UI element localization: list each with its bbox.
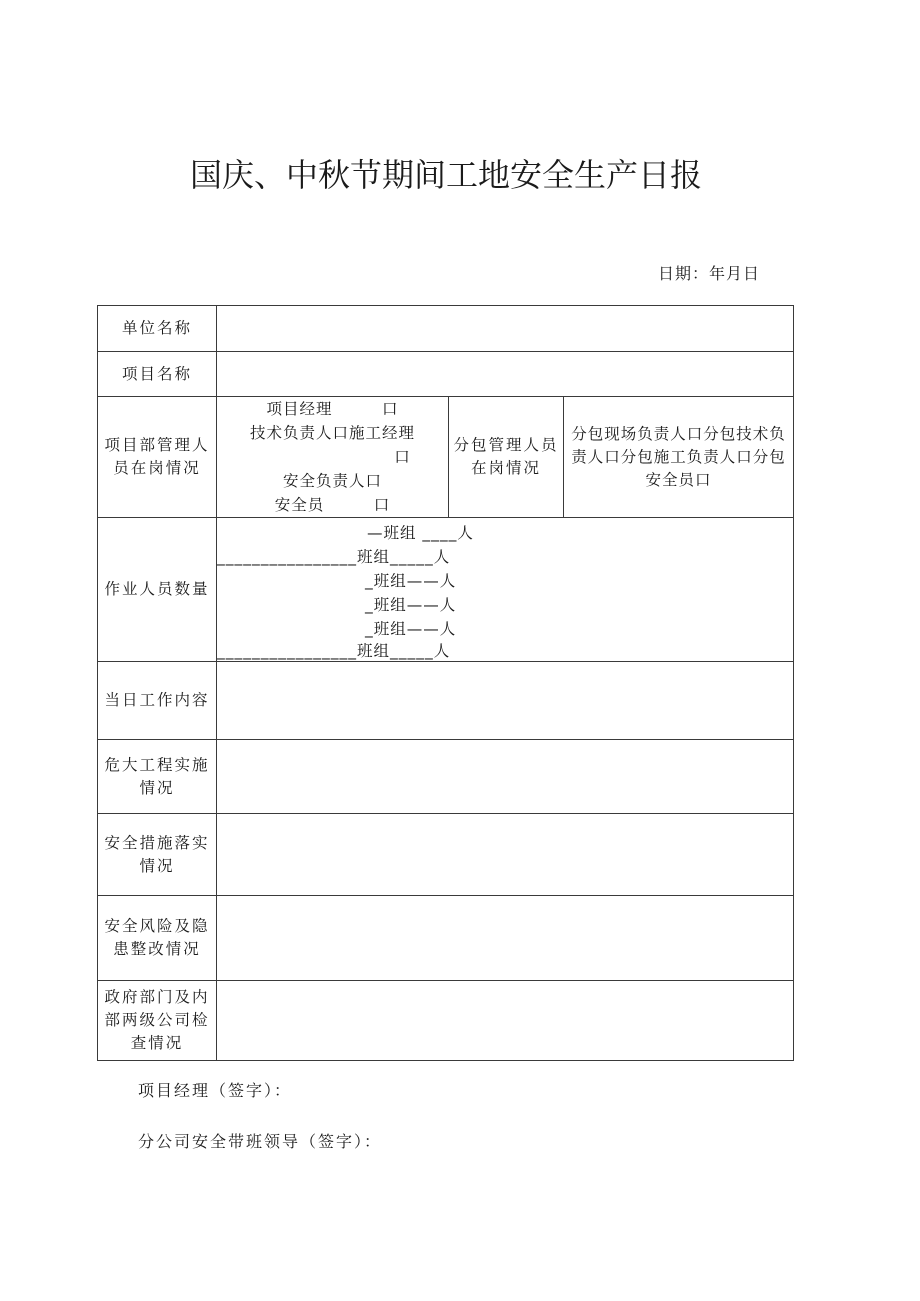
worker-line: _班组——人 [365,571,457,590]
table-row [98,518,794,662]
table-row [98,814,794,896]
date-label: 日期：年月日 [658,264,761,283]
safety-measures-field[interactable] [217,814,794,896]
daily-work-label: 当日工作内容 [98,662,217,740]
mgmt-staff-label: 项目部管理人员在岗情况 [98,397,217,518]
table-row [98,397,794,518]
unit-name-field[interactable] [217,306,794,352]
unit-name-label: 单位名称 [98,306,217,352]
worker-line: _班组——人 [365,619,457,638]
table-row [98,352,794,397]
daily-work-field[interactable] [217,662,794,740]
worker-line: ________________班组_____人 [217,547,451,566]
sub-staff-label: 分包管理人员在岗情况 [449,397,564,518]
major-works-field[interactable] [217,740,794,814]
page-title: 国庆、中秋节期间工地安全生产日报 [189,156,702,194]
pm-signature-label: 项目经理（签字）： [138,1081,293,1100]
table-row [98,662,794,740]
mgmt-line-safety-officer: 安全员 口 [274,496,391,514]
table-row [98,981,794,1061]
worker-line: ________________班组_____人 [217,641,451,660]
inspections-label: 政府部门及内部两级公司检查情况 [98,981,217,1061]
workers-label: 作业人员数量 [98,518,217,662]
report-table [97,305,794,1061]
mgmt-line-tech: 技术负责人口施工经理 [249,424,415,442]
sub-staff-field[interactable]: 分包现场负责人口分包技术负责人口分包施工负责人口分包安全员口 [564,397,794,518]
safety-measures-label: 安全措施落实情况 [98,814,217,896]
table-row [98,896,794,981]
table-row [98,740,794,814]
workers-field[interactable] [217,518,794,662]
mgmt-line-pm: 项目经理 口 [266,400,399,418]
major-works-label: 危大工程实施情况 [98,740,217,814]
inspections-field[interactable] [217,981,794,1061]
project-name-label: 项目名称 [98,352,217,397]
mgmt-line-safety-lead: 安全负责人口 [282,472,382,490]
project-name-field[interactable] [217,352,794,397]
risk-hazards-label: 安全风险及隐患整改情况 [98,896,217,981]
table-row [98,306,794,352]
risk-hazards-field[interactable] [217,896,794,981]
worker-line: _班组——人 [365,595,457,614]
worker-line: —班组 ____人 [367,523,474,542]
leader-signature-label: 分公司安全带班领导（签字）： [138,1132,383,1151]
mgmt-line-checkbox: 口 [394,448,411,466]
mgmt-staff-field[interactable] [217,397,449,518]
